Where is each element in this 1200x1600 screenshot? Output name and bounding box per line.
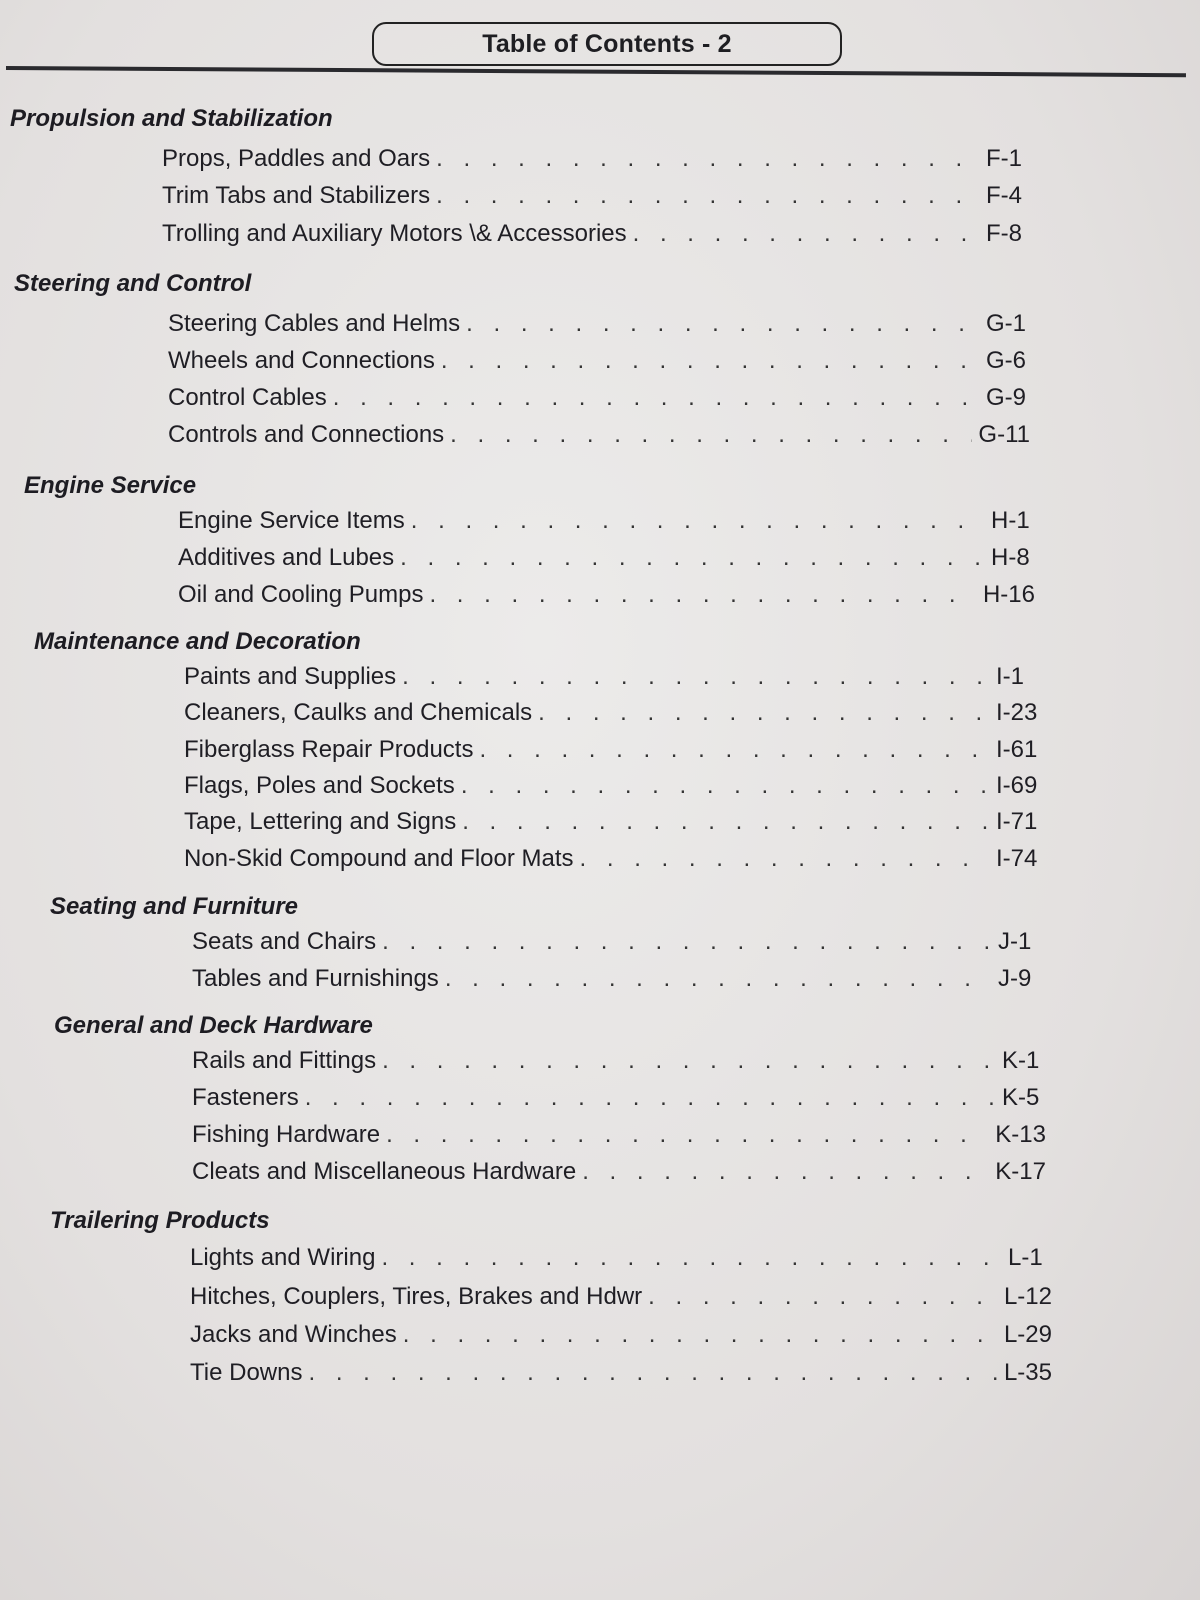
dot-leader [402, 663, 990, 691]
toc-entry [192, 928, 1042, 956]
section-title: General and Deck Hardware [54, 1012, 373, 1039]
dot-leader [308, 1359, 997, 1387]
toc-entry-page: G-9 [986, 384, 1027, 411]
toc-entry-page: L-1 [1008, 1244, 1043, 1271]
toc-entry-page: F-1 [986, 145, 1022, 172]
dot-leader [381, 1244, 1002, 1272]
toc-entry [192, 1047, 1046, 1075]
toc-entry-page: G-6 [986, 347, 1027, 374]
toc-entry [162, 145, 1030, 173]
section-title: Maintenance and Decoration [34, 628, 361, 655]
toc-entry-page: K-17 [995, 1158, 1046, 1185]
toc-entry-label: Trolling and Auxiliary Motors \& Accessories [162, 220, 627, 247]
dot-leader [580, 845, 990, 873]
dot-leader [441, 347, 980, 375]
dot-leader [462, 808, 990, 836]
toc-entry-label: Oil and Cooling Pumps [178, 581, 424, 608]
toc-entry [178, 507, 1035, 535]
toc-entry-label: Paints and Supplies [184, 663, 397, 690]
toc-entry [184, 845, 1040, 873]
toc-entry-label: Rails and Fittings [192, 1047, 377, 1074]
toc-entry [184, 808, 1040, 836]
toc-entry-label: Fiberglass Repair Products [184, 736, 474, 763]
dot-leader [429, 581, 977, 609]
section-title: Propulsion and Stabilization [10, 105, 333, 132]
dot-leader [450, 421, 972, 449]
toc-entry-page: J-9 [998, 965, 1032, 992]
dot-leader [538, 699, 990, 727]
toc-entry [184, 772, 1040, 800]
dot-leader [382, 928, 992, 956]
toc-entry-page: I-69 [996, 772, 1038, 799]
toc-entry-page: I-1 [996, 663, 1025, 690]
dot-leader [582, 1158, 989, 1186]
dot-leader [382, 1047, 996, 1075]
toc-entry-label: Jacks and Winches [190, 1321, 397, 1348]
toc-entry [162, 220, 1030, 248]
dot-leader [436, 145, 980, 173]
toc-entry-page: K-13 [995, 1121, 1046, 1148]
toc-entry-label: Control Cables [168, 384, 327, 411]
toc-entry-label: Non-Skid Compound and Floor Mats [184, 845, 574, 872]
toc-entry-page: I-61 [996, 736, 1038, 763]
toc-entry [190, 1321, 1052, 1349]
toc-entry-page: L-29 [1003, 1321, 1052, 1348]
toc-entry-page: G-11 [978, 421, 1030, 448]
toc-entry-label: Tape, Lettering and Signs [184, 808, 457, 835]
toc-entry-label: Engine Service Items [178, 507, 405, 534]
toc-entry [190, 1244, 1052, 1272]
section-title: Steering and Control [14, 270, 252, 297]
toc-entry-label: Seats and Chairs [192, 928, 377, 955]
toc-entry-page: J-1 [998, 928, 1032, 955]
toc-entry-label: Fasteners [192, 1084, 299, 1111]
toc-entry [168, 310, 1030, 338]
toc-entry-page: F-8 [986, 220, 1022, 247]
section-title: Seating and Furniture [50, 893, 299, 920]
dot-leader [333, 384, 980, 412]
toc-entry-label: Flags, Poles and Sockets [184, 772, 455, 799]
toc-entry [168, 347, 1030, 375]
toc-entry-label: Cleaners, Caulks and Chemicals [184, 699, 533, 726]
toc-entry-label: Fishing Hardware [192, 1121, 381, 1148]
dot-leader [436, 182, 980, 210]
toc-entry-label: Trim Tabs and Stabilizers [162, 182, 431, 209]
toc-entry [178, 581, 1035, 609]
toc-entry-label: Steering Cables and Helms [168, 310, 461, 337]
toc-entry-page: I-71 [996, 808, 1038, 835]
toc-entry-label: Hitches, Couplers, Tires, Brakes and Hdwr [190, 1283, 643, 1310]
dot-leader [445, 965, 992, 993]
dot-leader [403, 1321, 998, 1349]
dot-leader [461, 772, 990, 800]
toc-entry-label: Lights and Wiring [190, 1244, 376, 1271]
toc-entry [184, 699, 1040, 727]
toc-entry-label: Tables and Furnishings [192, 965, 439, 992]
toc-entry [192, 1121, 1046, 1149]
dot-leader [305, 1084, 996, 1112]
dot-leader [648, 1283, 998, 1311]
dot-leader [479, 736, 990, 764]
toc-entry [190, 1359, 1052, 1387]
toc-entry-label: Additives and Lubes [178, 544, 395, 571]
toc-entry-page: K-1 [1002, 1047, 1040, 1074]
toc-entry [178, 544, 1035, 572]
toc-entry-page: H-16 [982, 581, 1035, 608]
toc-entry-label: Tie Downs [190, 1359, 303, 1386]
toc-entry [168, 421, 1030, 449]
toc-entry-page: H-8 [991, 544, 1030, 571]
toc-entry [190, 1283, 1052, 1311]
toc-entry-page: H-1 [991, 507, 1030, 534]
toc-entry [192, 1158, 1046, 1186]
toc-entry-label: Controls and Connections [168, 421, 445, 448]
toc-entry-page: F-4 [986, 182, 1022, 209]
toc-entry-page: I-23 [996, 699, 1038, 726]
toc-entry-label: Wheels and Connections [168, 347, 435, 374]
toc-entry-page: G-1 [986, 310, 1027, 337]
dot-leader [386, 1121, 989, 1149]
toc-entry-label: Cleats and Miscellaneous Hardware [192, 1158, 577, 1185]
page-title: Table of Contents - 2 [372, 22, 842, 66]
toc-entry [192, 965, 1042, 993]
toc-entry [162, 182, 1030, 210]
toc-entry-label: Props, Paddles and Oars [162, 145, 431, 172]
section-title: Trailering Products [50, 1207, 270, 1234]
toc-entry [184, 663, 1040, 691]
dot-leader [411, 507, 985, 535]
toc-entry-page: L-12 [1003, 1283, 1052, 1310]
toc-entry-page: L-35 [1003, 1359, 1052, 1386]
toc-entry-page: K-5 [1002, 1084, 1040, 1111]
toc-entry [192, 1084, 1046, 1112]
toc-entry-page: I-74 [996, 845, 1038, 872]
dot-leader [633, 220, 980, 248]
dot-leader [400, 544, 985, 572]
section-title: Engine Service [24, 472, 197, 499]
toc-entry [184, 736, 1040, 764]
toc-entry [168, 384, 1030, 412]
dot-leader [466, 310, 980, 338]
